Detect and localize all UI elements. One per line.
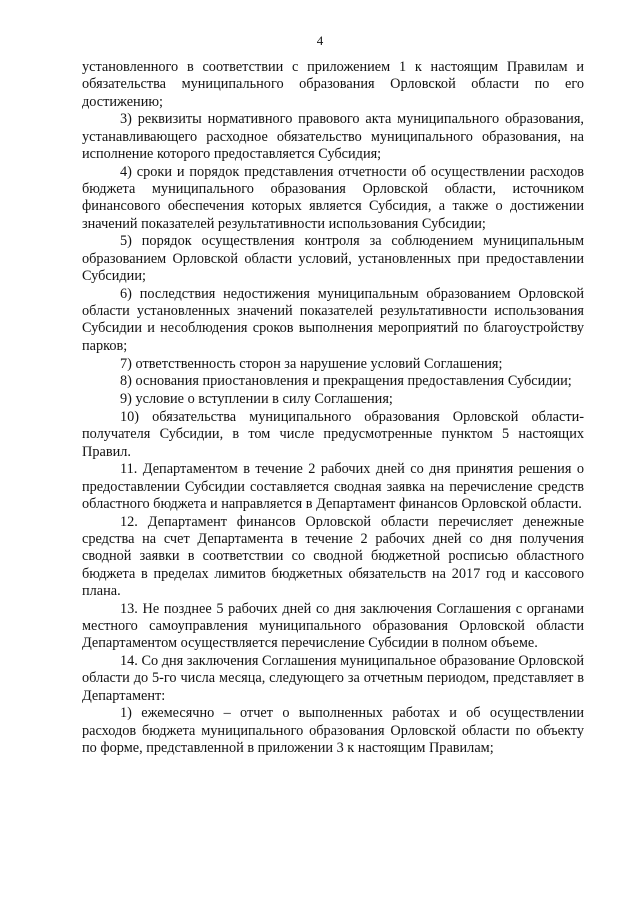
document-body [82, 59, 584, 758]
page-number: 4 [316, 33, 324, 48]
paragraph: 7) ответственность сторон за нарушение условий Соглашения; [120, 355, 503, 372]
paragraph: 4) сроки и порядок представления отчетности об осуществлении расходов бюджета муниципального образования Орловской области, источником финансового обеспечения которых является Субсидия, а также о достижении значений показателей результативности использования Субсидии; [82, 163, 584, 232]
paragraph: 6) последствия недостижения муниципальным образованием Орловской области установленных значений показателей результативности использования Субсидии и несоблюдения сроков выполнения мероприятий по благоустройству парков; [82, 285, 584, 354]
paragraph: 13. Не позднее 5 рабочих дней со дня заключения Соглашения с органами местного самоуправления муниципального образования Орловской области Департаментом осуществляется перечисление Субсидии в полном объеме. [82, 600, 584, 652]
paragraph: 5) порядок осуществления контроля за соблюдением муниципальным образованием Орловской области условий, установленных при предоставлении Субсидии; [82, 233, 584, 285]
paragraph: 12. Департамент финансов Орловской области перечисляет денежные средства на счет Департамента в течение 2 рабочих дней со дня получения сводной заявки в соответствии со сводной бюджетной росписью областного бюджета в пределах лимитов бюджетных обязательств на 2017 год и кассового плана. [82, 513, 584, 599]
paragraph: 3) реквизиты нормативного правового акта муниципального образования, устанавливающего расходное обязательство муниципального образования, на исполнение которого предоставляется Субсидия; [82, 111, 584, 162]
paragraph: 14. Со дня заключения Соглашения муниципальное образование Орловской области до 5-го числа месяца, следующего за отчетным периодом, представляет в Департамент: [82, 653, 584, 704]
paragraph: установленного в соответствии с приложением 1 к настоящим Правилам и обязательства муниципального образования Орловской области по его достижению; [82, 59, 584, 110]
paragraph: 1) ежемесячно – отчет о выполненных работах и об осуществлении расходов бюджета муниципального образования Орловской области по объекту по форме, представленной в приложении 3 к настоящим Правилам; [82, 705, 584, 757]
paragraph: 11. Департаментом в течение 2 рабочих дней со дня принятия решения о предоставлении Субсидии составляется сводная заявка на перечисление средств областного бюджета и направляется в Департамент финансов Орловской области. [82, 461, 584, 512]
paragraph: 8) основания приостановления и прекращения предоставления Субсидии; [120, 373, 572, 390]
paragraph: 9) условие о вступлении в силу Соглашения; [120, 391, 393, 408]
paragraph: 10) обязательства муниципального образования Орловской области-получателя Субсидии, в том числе предусмотренные пунктом 5 настоящих Правил. [82, 408, 584, 460]
